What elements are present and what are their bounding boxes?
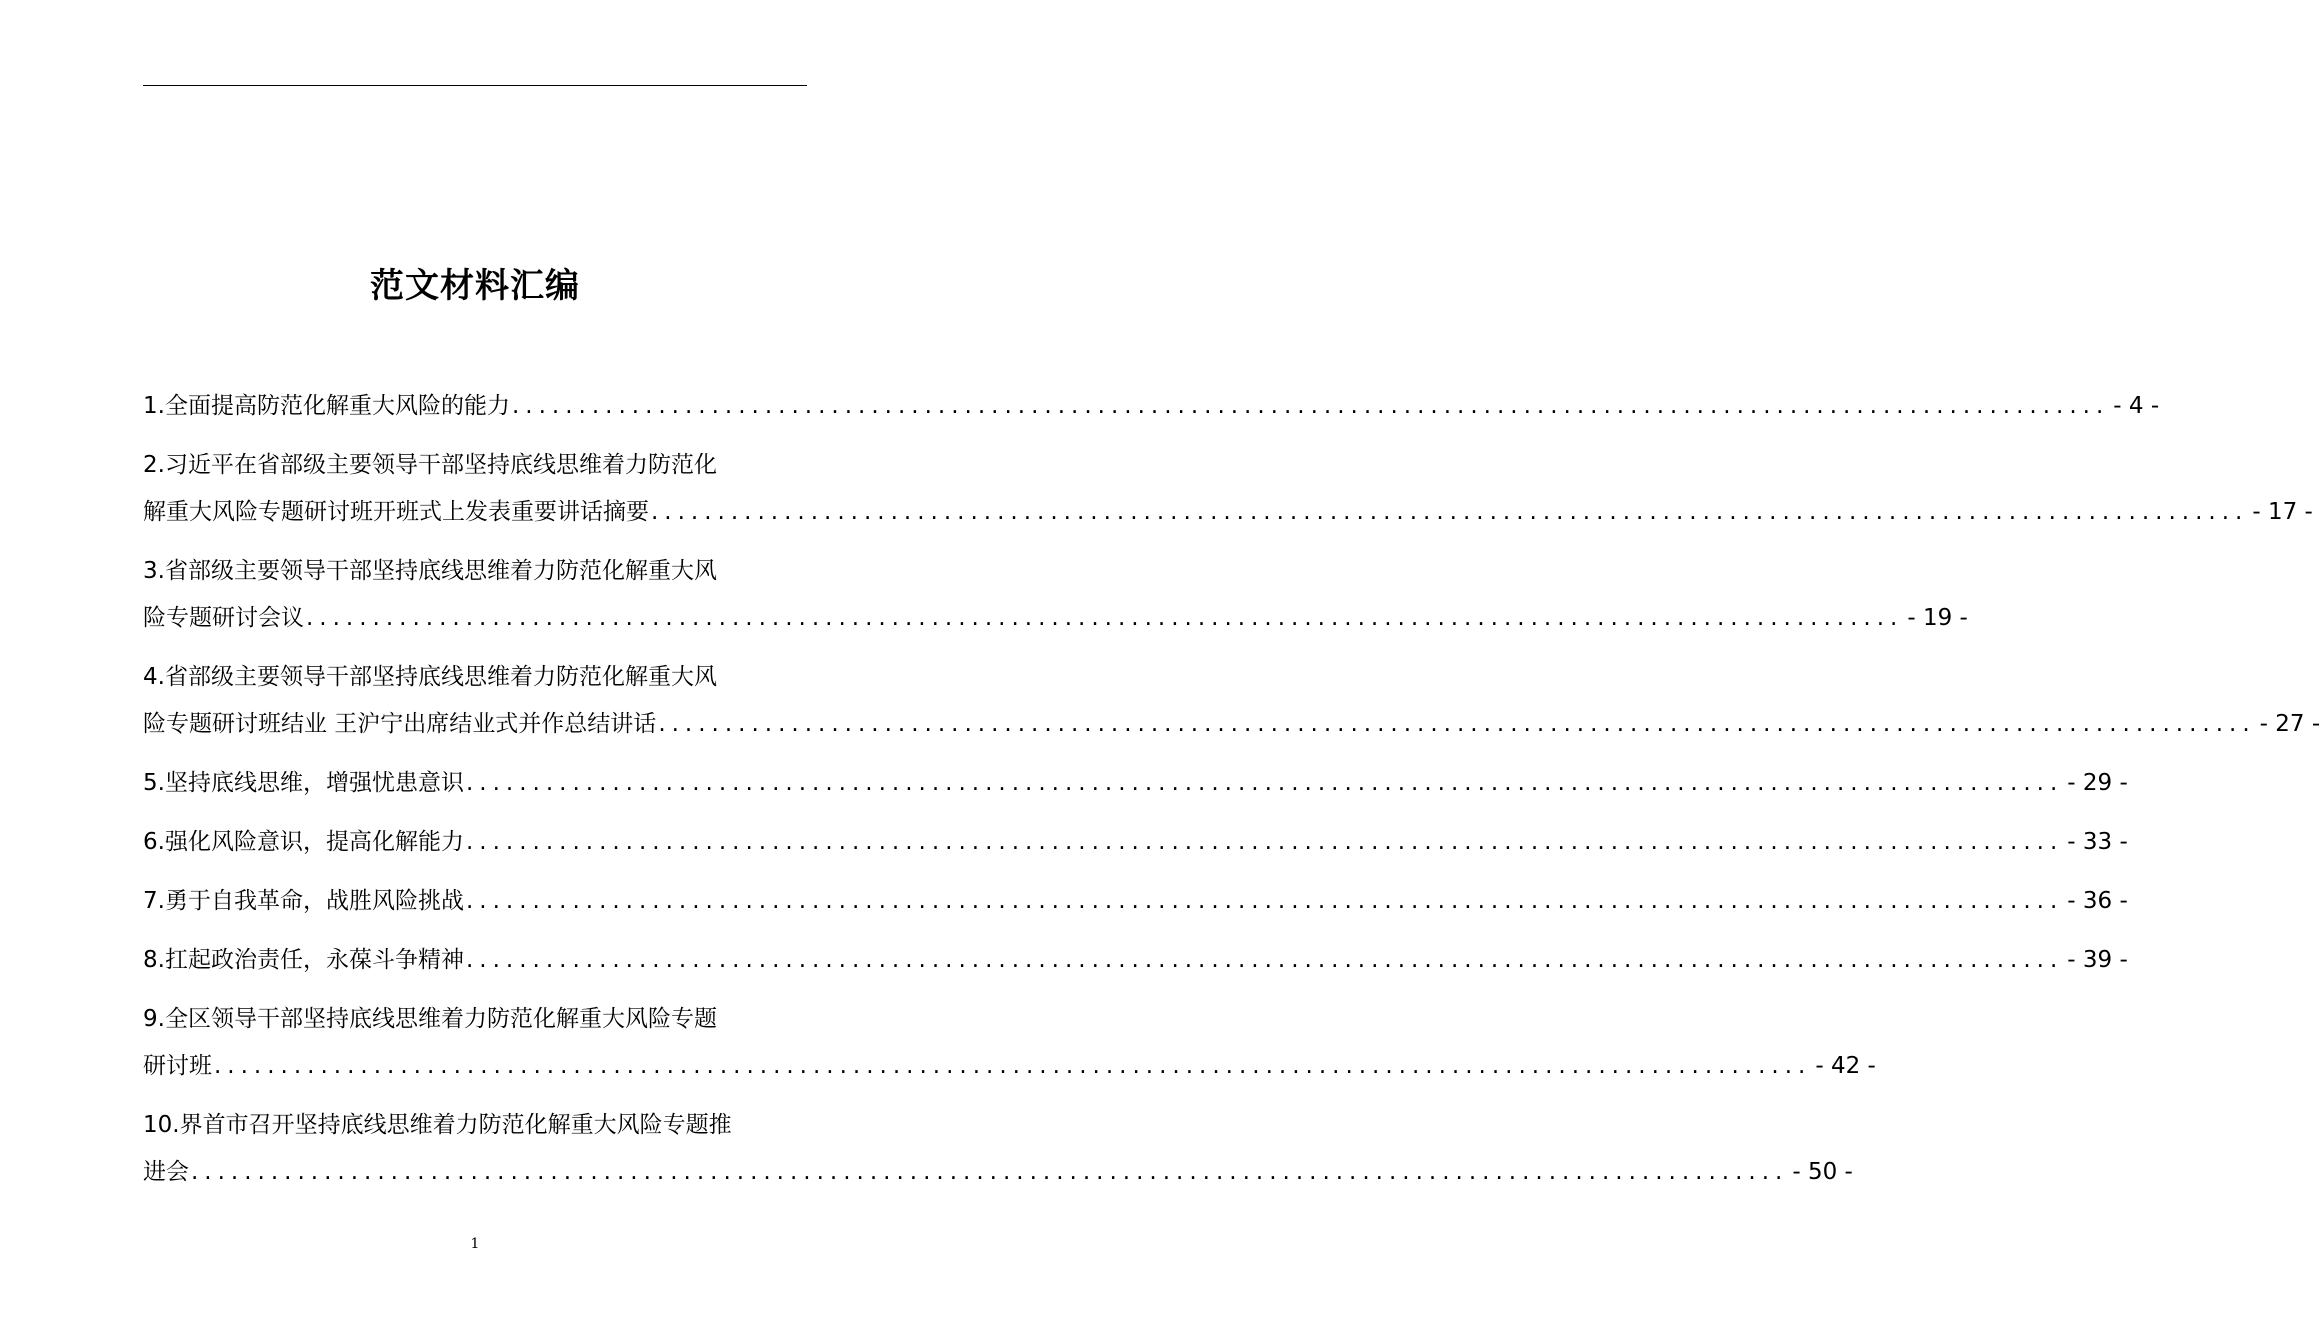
toc-page-number: - 27 - [2259, 711, 2320, 737]
toc-entry[interactable] [143, 654, 2320, 748]
toc-entry-text: 2.习近平在省部级主要领导干部坚持底线思维着力防范化 [143, 452, 717, 478]
toc-page-number: - 36 - [2067, 888, 2128, 914]
toc-entry-text: 5.坚持底线思维，增强忧患意识 [143, 770, 464, 796]
toc-page-number: - 39 - [2067, 947, 2128, 973]
toc-entry-text: 7.勇于自我革命，战胜风险挑战 [143, 888, 464, 914]
document-title: 范文材料汇编 [370, 266, 580, 306]
toc-entry-text: 8.扛起政治责任，永葆斗争精神 [143, 947, 464, 973]
toc-page-number: - 17 - [2252, 499, 2313, 525]
toc-entry[interactable] [143, 996, 1876, 1090]
toc-entry-text: 险专题研讨班结业 王沪宁出席结业式并作总结讲话 [143, 711, 657, 737]
toc-entry[interactable] [143, 442, 2313, 536]
toc-entry-line [143, 548, 807, 595]
table-of-contents [143, 383, 2320, 1208]
toc-page-number: - 50 - [1792, 1159, 1853, 1185]
toc-leader-dots: ........................................................................................................................ [658, 711, 2256, 737]
toc-entry-line [143, 996, 807, 1043]
toc-entry-text: 9.全区领导干部坚持底线思维着力防范化解重大风险专题 [143, 1006, 717, 1032]
toc-page-number: - 29 - [2067, 770, 2128, 796]
toc-entry-text: 6.强化风险意识，提高化解能力 [143, 829, 464, 855]
toc-leader-dots: ........................................................................................................................ [465, 947, 2064, 973]
toc-page-number: - 4 - [2113, 393, 2160, 419]
toc-entry-text: 解重大风险专题研讨班开班式上发表重要讲话摘要 [143, 499, 649, 525]
toc-entry-line [143, 937, 2128, 984]
toc-entry-text: 3.省部级主要领导干部坚持底线思维着力防范化解重大风 [143, 558, 717, 584]
toc-entry[interactable] [143, 1102, 1853, 1196]
toc-entry[interactable] [143, 548, 1968, 642]
toc-leader-dots: ........................................................................................................................ [651, 499, 2249, 525]
toc-page-number: - 42 - [1815, 1053, 1876, 1079]
page-number: 1 [470, 1236, 480, 1252]
toc-leader-dots: ........................................................................................................................ [465, 770, 2064, 796]
toc-entry-line [143, 701, 2320, 748]
toc-leader-dots: ........................................................................................................................ [465, 829, 2064, 855]
toc-leader-dots: ........................................................................................................................ [214, 1053, 1812, 1079]
toc-entry[interactable] [143, 878, 2128, 925]
toc-entry[interactable] [143, 383, 2160, 430]
toc-entry-line [143, 383, 2160, 430]
header-rule [143, 85, 807, 86]
toc-entry-text: 1.全面提高防范化解重大风险的能力 [143, 393, 510, 419]
toc-entry-text: 进会 [143, 1159, 189, 1185]
toc-entry[interactable] [143, 937, 2128, 984]
toc-leader-dots: ........................................................................................................................ [465, 888, 2064, 914]
toc-entry-line [143, 1149, 1853, 1196]
toc-entry-text: 10.界首市召开坚持底线思维着力防范化解重大风险专题推 [143, 1112, 732, 1138]
toc-entry-line [143, 1043, 1876, 1090]
toc-entry-line [143, 760, 2128, 807]
toc-entry-text: 险专题研讨会议 [143, 605, 304, 631]
toc-entry-line [143, 878, 2128, 925]
toc-leader-dots: ........................................................................................................................ [511, 393, 2110, 419]
toc-entry-line [143, 442, 807, 489]
toc-entry-line [143, 819, 2128, 866]
toc-entry[interactable] [143, 819, 2128, 866]
toc-leader-dots: ........................................................................................................................ [306, 605, 1904, 631]
toc-entry-line [143, 654, 807, 701]
toc-entry-text: 4.省部级主要领导干部坚持底线思维着力防范化解重大风 [143, 664, 717, 690]
toc-entry-line [143, 1102, 807, 1149]
toc-page-number: - 19 - [1907, 605, 1968, 631]
toc-entry-line [143, 595, 1968, 642]
toc-page-number: - 33 - [2067, 829, 2128, 855]
toc-entry-text: 研讨班 [143, 1053, 212, 1079]
toc-entry-line [143, 489, 2313, 536]
toc-entry[interactable] [143, 760, 2128, 807]
toc-leader-dots: ........................................................................................................................ [191, 1159, 1789, 1185]
